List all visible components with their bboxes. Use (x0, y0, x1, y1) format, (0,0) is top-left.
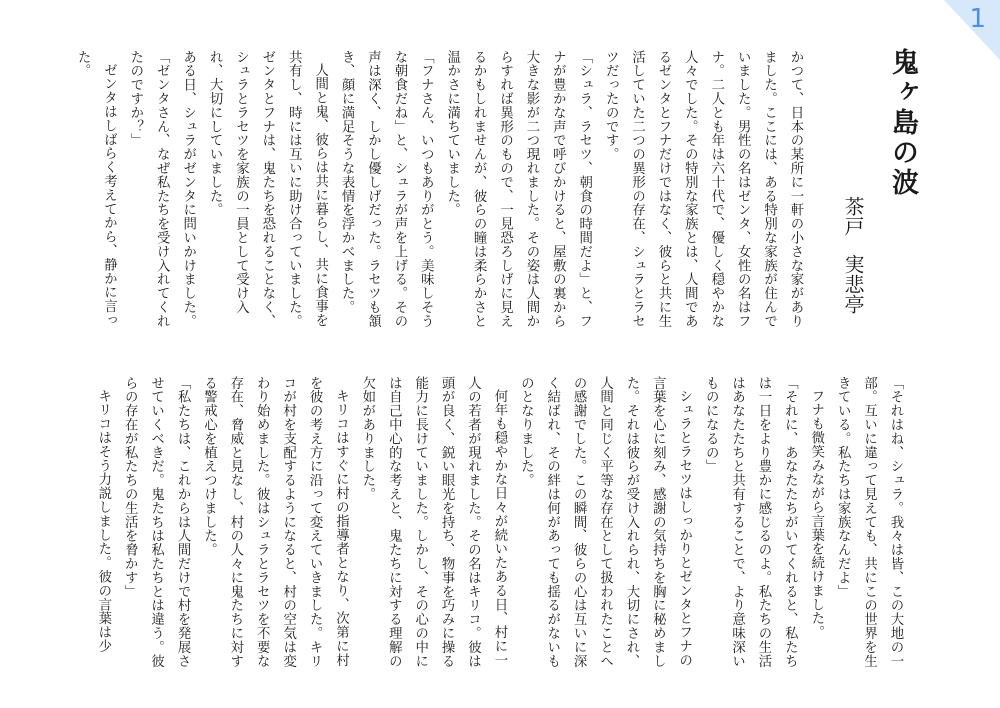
paragraph: フナも微笑みながら言葉を続けました。 (808, 389, 824, 640)
author-surname: 茶戸 (841, 196, 865, 236)
paragraph: 人間と鬼、彼らは共に暮らし、共に食事を共有し、時には互いに助け合っていました。ゼンタとフナは、鬼たちを恐れることなく、シュラとラセツを家族の一員として受け入れ、大切にしていました。 (207, 50, 328, 328)
upper-text-column (68, 50, 808, 340)
paragraph: キリコはすぐに村の指導者となり、次第に村を彼の考え方に沿って変えていきました。キリコが村を支配するようになると、村の空気は変わり始めました。彼はシュラとラセツを不要な存在、脅威と見なし、村の人々に鬼たちに対する警戒心を植えつけました。 (201, 376, 349, 668)
lower-text-column (68, 376, 908, 676)
paragraph: 何年も穏やかな日々が続いたある日、村に一人の若者が現れました。その名はキリコ。彼は頭が良く、鋭い眼光を持ち、物事を巧みに操る能力に長けていました。しかし、その心の中には自己中心的な考えと、鬼たちに対する理解の欠如がありました。 (359, 376, 507, 668)
paragraph: 「私たちは、これからは人間だけで村を発展させていくべきだ。鬼たちは私たちとは違う。彼らの存在が私たちの生活を脅かす」 (122, 376, 191, 668)
paragraph: 「ゼンタさん、なぜ私たちを受け入れてくれたのですか？」 (127, 50, 170, 328)
paragraph: シュラとラセツはしっかりとゼンタとフナの言葉を心に刻み、感謝の気持ちを胸に秘めました。それは彼らが受け入れられ、大切にされ、人間と同じく平等な存在として扱われたことへの感謝でした。この瞬間、彼らの心は互いに深く結ばれ、その絆は何があっても揺るがないものとなりました。 (518, 376, 692, 668)
paragraph: キリコはそう力説しました。彼の言葉は少 (95, 389, 111, 654)
story-title: 鬼ヶ島の波 (887, 48, 918, 198)
paragraph: かつて、日本の某所に一軒の小さな家がありました。ここには、ある特別な家族が住んでいました。男性の名はゼンタ、女性の名はフナ。二人とも年は六十代で、優しく穏やかな人々でした。その特別な家族とは、人間であるゼンタとフナだけではなく、彼らと共に生活していた二つの異形の存在、シュラとラセツだったのです。 (603, 50, 803, 328)
paragraph: 「フナさん、いつもありがとう。美味しそうな朝食だね」と、シュラが声を上げる。その声は深く、しかし優しげだった。ラセツも頷き、顔に満足そうな表情を浮かべました。 (339, 50, 434, 328)
paragraph: 「シュラ、ラセツ、朝食の時間だよ」と、フナが豊かな声で呼びかけると、屋敷の裏から大きな影が二つ現れました。その姿は人間からすれば異形のもので、一見恐ろしげに見えるかもしれませんが、彼らの瞳は柔らかさと温かさに満ちていました。 (444, 50, 592, 328)
paragraph: ゼンタはしばらく考えてから、静かに言った。 (75, 50, 117, 328)
page-corner-badge (920, 0, 1000, 60)
paragraph: 「それはね、シュラ。我々は皆、この大地の一部。互いに違って見えても、共にこの世界を生きている。私たちは家族なんだよ」 (835, 376, 903, 668)
author-given-name: 実悲亭 (841, 254, 865, 314)
page-number: 1 (969, 4, 986, 34)
paragraph: 「それに、あなたたちがいてくれると、私たちは一日をより豊かに感じるのよ。私たちの生活はあなたたちと共有することで、より意味深いものになるの」 (703, 376, 798, 668)
paragraph: ある日、シュラがゼンタに問いかけました。 (180, 50, 196, 328)
